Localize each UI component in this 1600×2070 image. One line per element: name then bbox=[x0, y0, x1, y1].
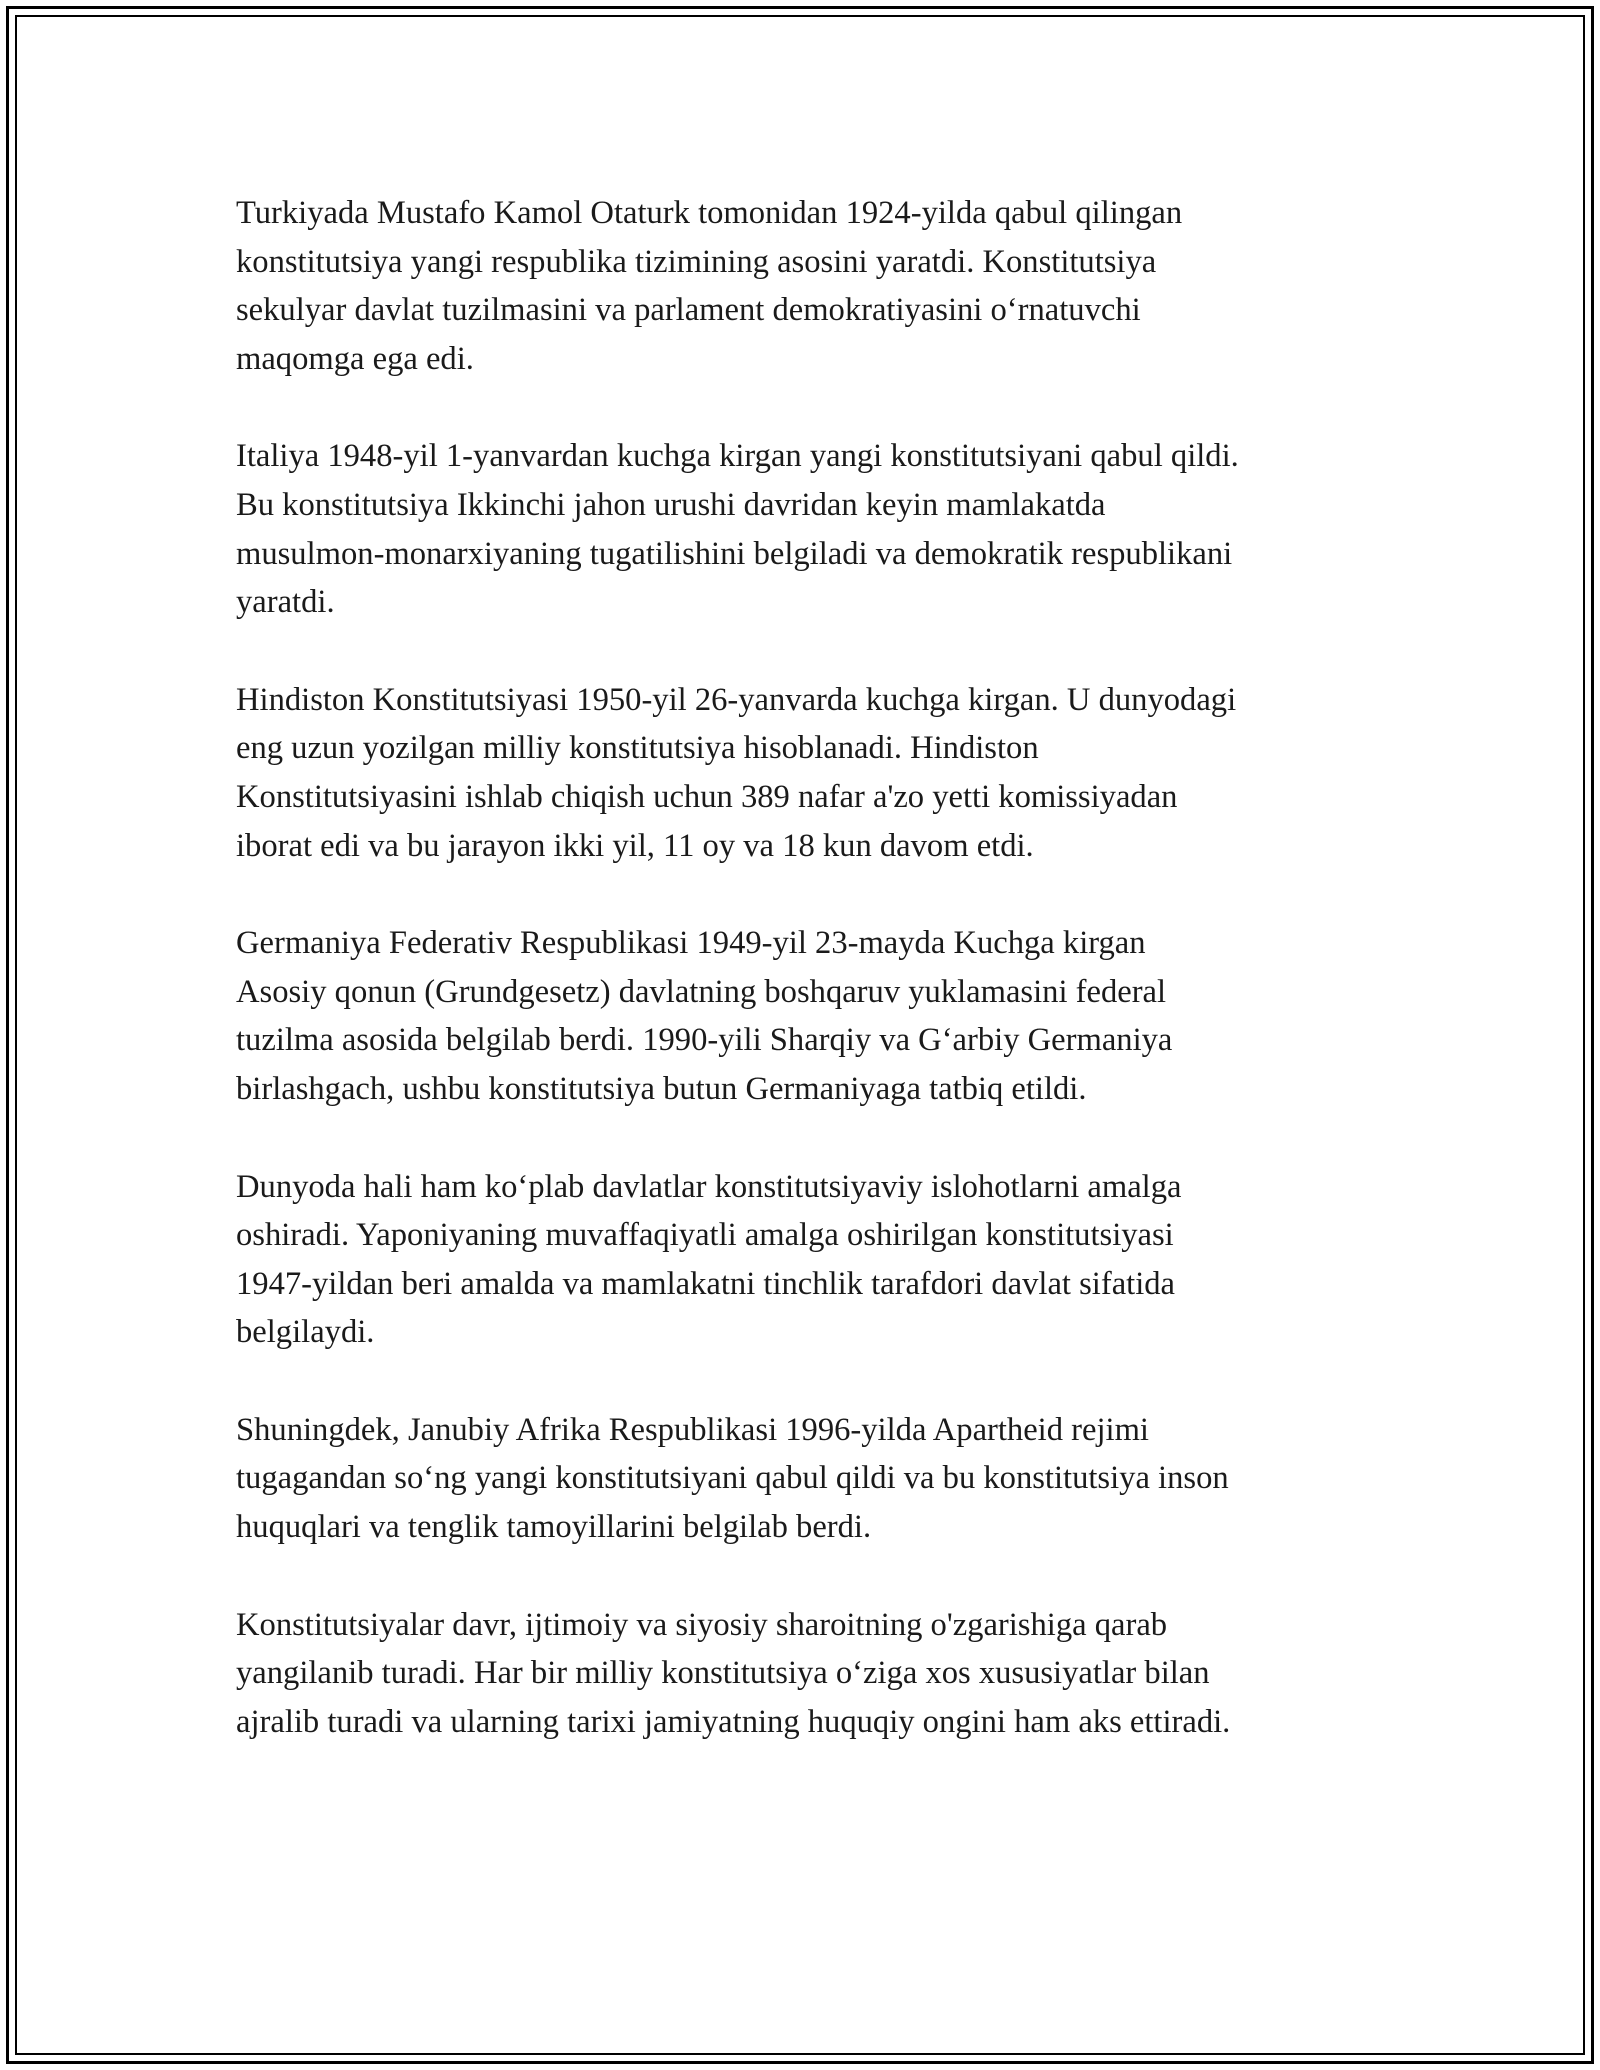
text-line: 1947-yildan beri amalda va mamlakatni tinchlik tarafdori davlat sifatida bbox=[236, 1265, 1176, 1302]
text-line: belgilaydi. bbox=[236, 1314, 375, 1351]
text-line: Shuningdek, Janubiy Afrika Respublikasi 1996-yilda Apartheid rejimi bbox=[236, 1411, 1149, 1448]
text-line: ajralib turadi va ularning tarixi jamiyatning huquqiy ongini ham aks ettiradi. bbox=[236, 1703, 1231, 1740]
text-line: Germaniya Federativ Respublikasi 1949-yil 23-mayda Kuchga kirgan bbox=[236, 925, 1146, 962]
paragraph-india bbox=[236, 676, 1386, 870]
paragraph-germany bbox=[236, 919, 1386, 1113]
paragraph-turkey bbox=[236, 189, 1386, 383]
paragraph-japan bbox=[236, 1163, 1386, 1357]
paragraph-south-africa bbox=[236, 1406, 1386, 1552]
text-line: oshiradi. Yaponiyaning muvaffaqiyatli amalga oshirilgan konstitutsiyasi bbox=[236, 1217, 1174, 1254]
text-line: yaratdi. bbox=[236, 584, 335, 621]
text-line: Italiya 1948-yil 1-yanvardan kuchga kirgan yangi konstitutsiyani qabul qildi. bbox=[236, 438, 1239, 475]
text-line: konstitutsiya yangi respublika tizimining asosini yaratdi. Konstitutsiya bbox=[236, 243, 1157, 280]
document-body bbox=[236, 189, 1386, 1795]
text-line: birlashgach, ushbu konstitutsiya butun Germaniyaga tatbiq etildi. bbox=[236, 1070, 1087, 1107]
text-line: Asosiy qonun (Grundgesetz) davlatning boshqaruv yuklamasini federal bbox=[236, 973, 1167, 1010]
paragraph-conclusion bbox=[236, 1601, 1386, 1747]
text-line: Konstitutsiyalar davr, ijtimoiy va siyosiy sharoitning o'zgarishiga qarab bbox=[236, 1606, 1168, 1643]
text-line: iborat edi va bu jarayon ikki yil, 11 oy va 18 kun davom etdi. bbox=[236, 827, 1034, 864]
text-line: tuzilma asosida belgilab berdi. 1990-yili Sharqiy va G‘arbiy Germaniya bbox=[236, 1022, 1173, 1059]
paragraph-italy bbox=[236, 432, 1386, 626]
text-line: eng uzun yozilgan milliy konstitutsiya hisoblanadi. Hindiston bbox=[236, 730, 1039, 767]
text-line: Turkiyada Mustafo Kamol Otaturk tomonidan 1924-yilda qabul qilingan bbox=[236, 195, 1183, 231]
text-line: maqomga ega edi. bbox=[236, 340, 474, 377]
text-line: Dunyoda hali ham ko‘plab davlatlar konstitutsiyaviy islohotlarni amalga bbox=[236, 1168, 1182, 1205]
text-line: Bu konstitutsiya Ikkinchi jahon urushi davridan keyin mamlakatda bbox=[236, 486, 1106, 523]
text-line: sekulyar davlat tuzilmasini va parlament demokratiyasini o‘rnatuvchi bbox=[236, 292, 1141, 329]
text-line: tugagandan so‘ng yangi konstitutsiyani qabul qildi va bu konstitutsiya inson bbox=[236, 1460, 1229, 1497]
text-line: Konstitutsiyasini ishlab chiqish uchun 389 nafar a'zo yetti komissiyadan bbox=[236, 778, 1178, 815]
text-line: yangilanib turadi. Har bir milliy konstitutsiya o‘ziga xos xususiyatlar bilan bbox=[236, 1655, 1210, 1692]
text-line: huquqlari va tenglik tamoyillarini belgilab berdi. bbox=[236, 1509, 872, 1546]
text-line: Hindiston Konstitutsiyasi 1950-yil 26-yanvarda kuchga kirgan. U dunyodagi bbox=[236, 681, 1237, 718]
text-line: musulmon-monarxiyaning tugatilishini belgiladi va demokratik respublikani bbox=[236, 535, 1233, 572]
